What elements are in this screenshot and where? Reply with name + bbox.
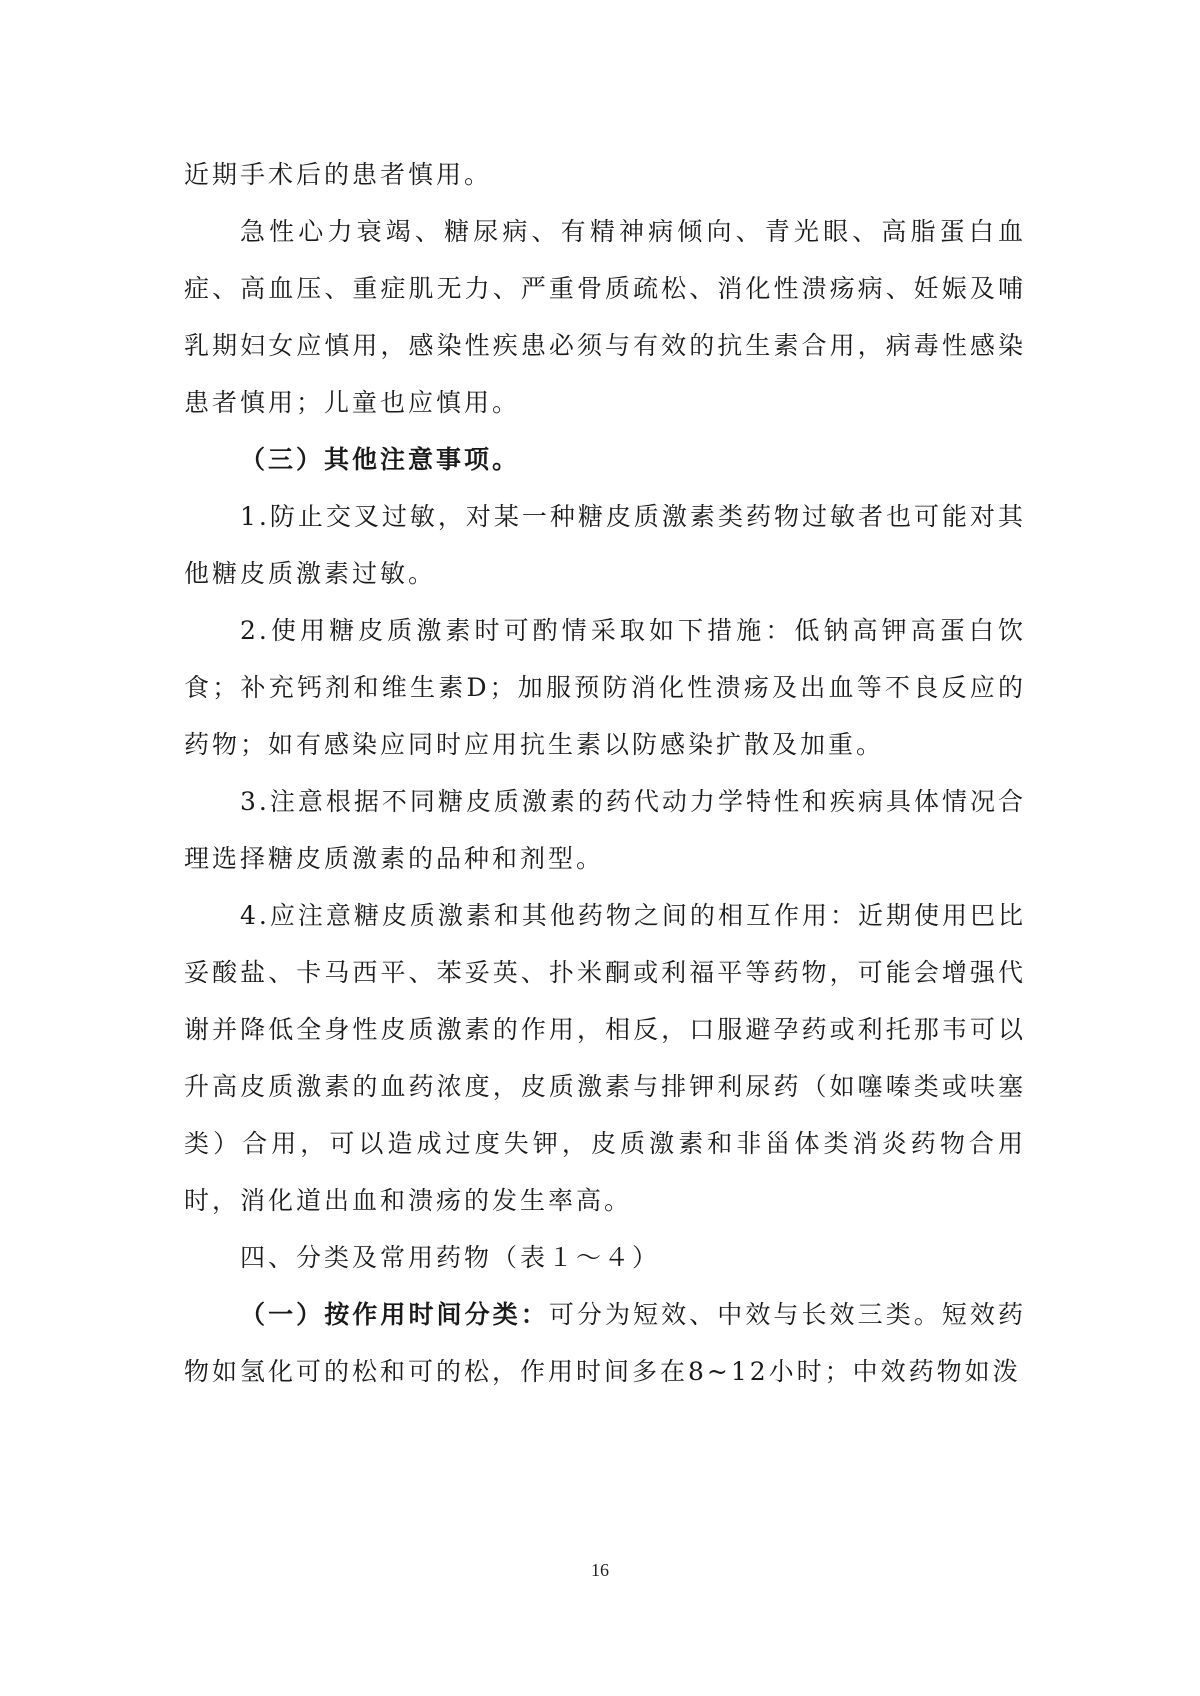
subheading-by-duration: （一）按作用时间分类： (240, 1300, 549, 1329)
section-heading-other-precautions: （三）其他注意事项。 (240, 445, 521, 474)
paragraph-item-1: 1.防止交叉过敏，对某一种糖皮质激素类药物过敏者也可能对其他糖皮质激素过敏。 (184, 502, 1026, 588)
paragraph-item-3: 3.注意根据不同糖皮质激素的药代动力学特性和疾病具体情况合理选择糖皮质激素的品种和剂型。 (184, 787, 1026, 873)
paragraph-duration-text: 可分为短效、中效与长效三类。短效药物如氢化可的松和可的松，作用时间多在8~12小时；中效药物如泼 (184, 1300, 1026, 1386)
paragraph-precautions-end: 近期手术后的患者慎用。 (184, 160, 493, 189)
paragraph-caution-conditions: 急性心力衰竭、糖尿病、有精神病倾向、青光眼、高脂蛋白血症、高血压、重症肌无力、严重骨质疏松、消化性溃疡病、妊娠及哺乳期妇女应慎用，感染性疾患必须与有效的抗生素合用，病毒性感染患者慎用；儿童也应慎用。 (184, 217, 1026, 417)
body-text (184, 146, 1026, 1400)
paragraph-classification-by-duration (184, 1286, 1026, 1400)
section-heading-classification: 四、分类及常用药物（表１～４） (240, 1243, 661, 1272)
paragraph-item-4: 4.应注意糖皮质激素和其他药物之间的相互作用：近期使用巴比妥酸盐、卡马西平、苯妥英、扑米酮或利福平等药物，可能会增强代谢并降低全身性皮质激素的作用，相反，口服避孕药或利托那韦可以升高皮质激素的血药浓度，皮质激素与排钾利尿药（如噻嗪类或呋塞类）合用，可以造成过度失钾，皮质激素和非甾体类消炎药物合用时，消化道出血和溃疡的发生率高。 (184, 901, 1026, 1215)
page-number: 16 (591, 1560, 609, 1580)
paragraph-item-2: 2.使用糖皮质激素时可酌情采取如下措施：低钠高钾高蛋白饮食；补充钙剂和维生素D；加服预防消化性溃疡及出血等不良反应的药物；如有感染应同时应用抗生素以防感染扩散及加重。 (184, 616, 1026, 759)
